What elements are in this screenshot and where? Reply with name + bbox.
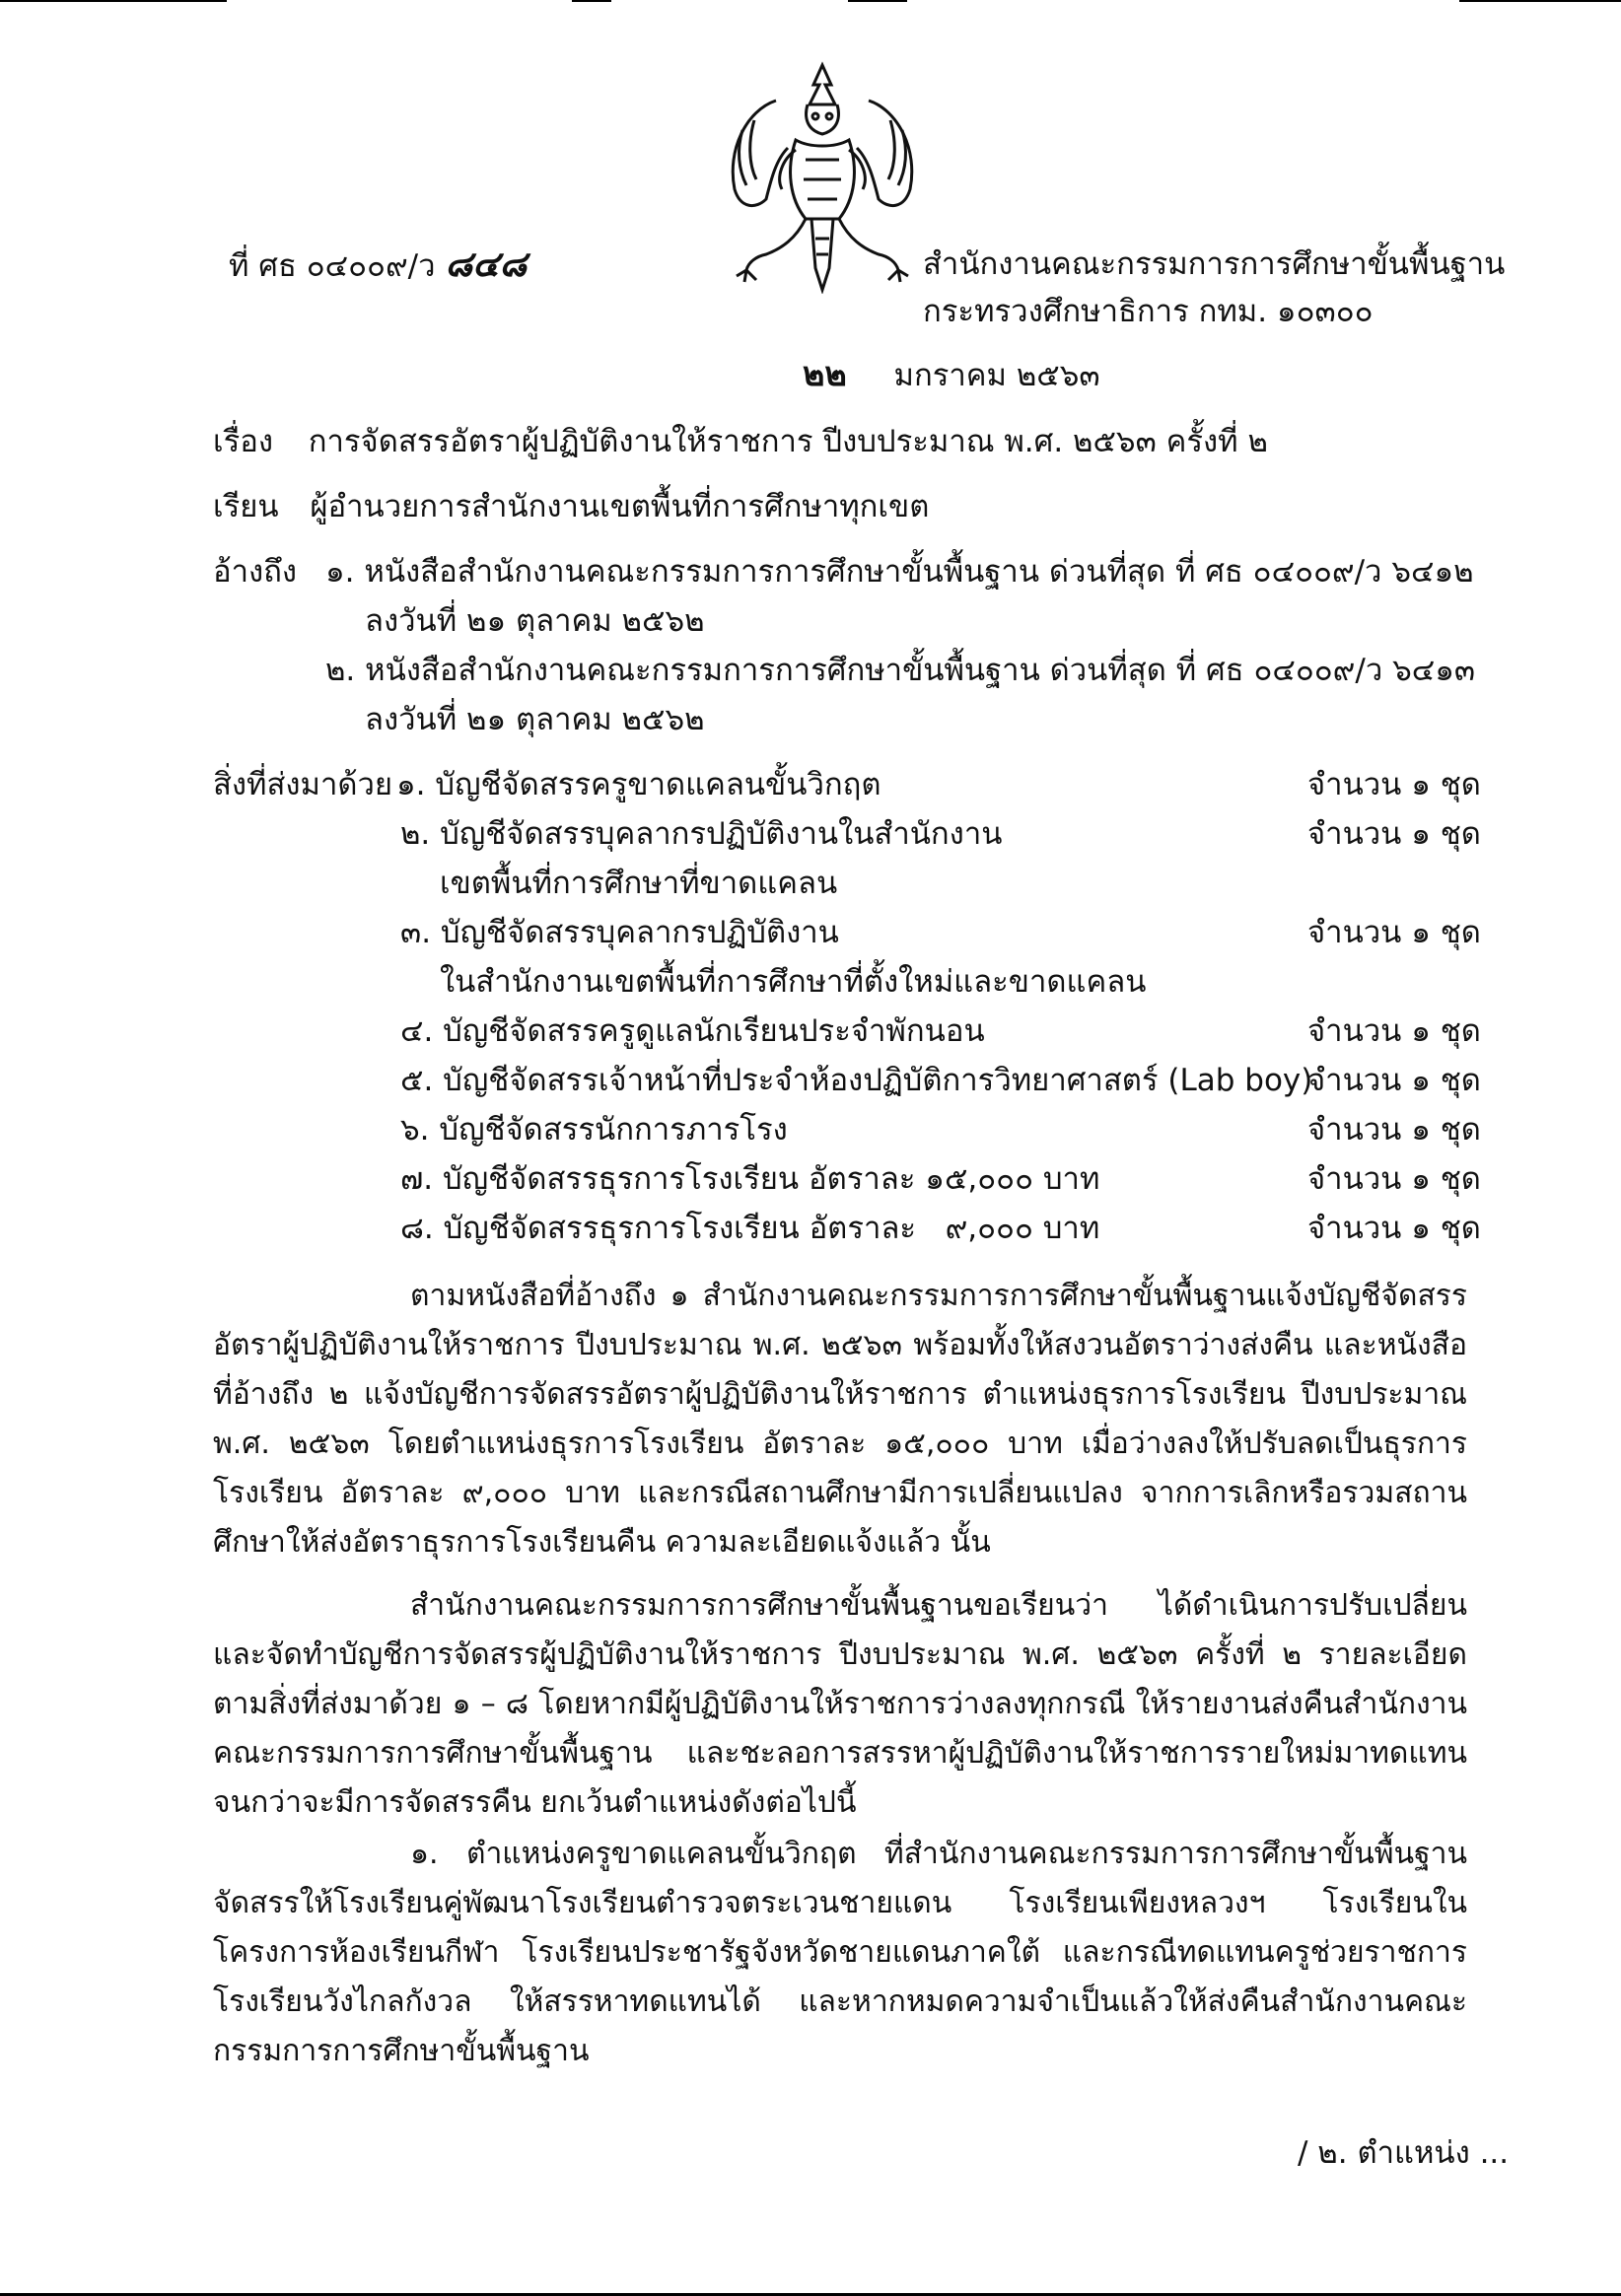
enclosure-qty-8: จำนวน ๑ ชุด [1307,1211,1481,1246]
reference-number [229,241,527,290]
enclosure-item-2-line2: เขตพื้นที่การศึกษาที่ขาดแคลน [440,866,838,901]
scan-mark [572,0,611,2]
enclosure-item-8: ๘. บัญชีจัดสรรธุรการโรงเรียน อัตราละ ๙,๐๐๐ บาท [400,1211,1100,1246]
subject-text: การจัดสรรอัตราผู้ปฏิบัติงานให้ราชการ ปีงบประมาณ พ.ศ. ๒๕๖๓ ครั้งที่ ๒ [308,424,1268,459]
document-date [803,351,1100,399]
enclosure-qty-7: จำนวน ๑ ชุด [1307,1161,1481,1197]
enclosure-qty-6: จำนวน ๑ ชุด [1307,1112,1481,1148]
reference-number-label: ที่ ศธ ๐๔๐๐๙/ว [229,248,436,284]
recipient-line [213,483,929,530]
office-address: กระทรวงศึกษาธิการ กทม. ๑๐๓๐๐ [923,294,1374,329]
date-day: ๒๒ [803,355,847,394]
enclosures-label: สิ่งที่ส่งมาด้วย [213,767,393,802]
reference-number-handwritten: ๘๔๘ [445,244,528,285]
reference-item-1-line1: ๑. หนังสือสำนักงานคณะกรรมการการศึกษาขั้นพื้นฐาน ด่วนที่สุด ที่ ศธ ๐๔๐๐๙/ว ๖๔๑๒ [325,554,1474,590]
enclosure-qty-4: จำนวน ๑ ชุด [1307,1013,1481,1049]
office-name: สำนักงานคณะกรรมการการศึกษาขั้นพื้นฐาน [923,246,1506,282]
reference-item-2-line2: ลงวันที่ ๒๑ ตุลาคม ๒๕๖๒ [365,702,705,737]
enclosure-item-4: ๔. บัญชีจัดสรรครูดูแลนักเรียนประจำพักนอน [400,1013,985,1049]
enclosure-item-2: ๒. บัญชีจัดสรรบุคลากรปฏิบัติงานในสำนักงาน [400,816,1003,852]
body-paragraph-2: สำนักงานคณะกรรมการการศึกษาขั้นพื้นฐานขอเรียนว่า ได้ดำเนินการปรับเปลี่ยนและจัดทำบัญชีการจัดสรรผู้ปฏิบัติงานให้ราชการ ปีงบประมาณ พ.ศ. ๒๕๖๓ ครั้งที่ ๒ รายละเอียดตามสิ่งที่ส่งมาด้วย ๑ – ๘ โดยหากมีผู้ปฏิบัติงานให้ราชการว่างลงทุกกรณี ให้รายงานส่งคืนสำนักงานคณะกรรมการการศึกษาขั้นพื้นฐาน และชะลอการสรรหาผู้ปฏิบัติงานให้ราชการรายใหม่มาทดแทน จนกว่าจะมีการจัดสรรคืน ยกเว้นตำแหน่งดังต่อไปนี้ [213,1588,1467,1820]
subject-label: เรื่อง [213,424,274,459]
recipient-text: ผู้อำนวยการสำนักงานเขตพื้นที่การศึกษาทุกเขต [310,489,930,524]
enclosure-item-1: ๑. บัญชีจัดสรรครูขาดแคลนขั้นวิกฤต [396,767,881,802]
recipient-label: เรียน [213,489,279,524]
garuda-emblem-icon [717,61,928,294]
enclosure-qty-3: จำนวน ๑ ชุด [1307,915,1481,950]
reference-item-2-line1: ๒. หนังสือสำนักงานคณะกรรมการการศึกษาขั้นพื้นฐาน ด่วนที่สุด ที่ ศธ ๐๔๐๐๙/ว ๖๔๑๓ [325,653,1476,688]
scan-mark [1459,0,1621,2]
reference-item-1-line2: ลงวันที่ ๒๑ ตุลาคม ๒๕๖๒ [365,603,705,639]
enclosure-item-3-line2: ในสำนักงานเขตพื้นที่การศึกษาที่ตั้งใหม่และขาดแคลน [440,964,1147,1000]
enclosure-item-5: ๕. บัญชีจัดสรรเจ้าหน้าที่ประจำห้องปฏิบัติการวิทยาศาสตร์ (Lab boy) [400,1063,1313,1098]
body-paragraph-1: ตามหนังสือที่อ้างถึง ๑ สำนักงานคณะกรรมการการศึกษาขั้นพื้นฐานแจ้งบัญชีจัดสรรอัตราผู้ปฏิบัติงานให้ราชการ ปีงบประมาณ พ.ศ. ๒๕๖๓ พร้อมทั้งให้สงวนอัตราว่างส่งคืน และหนังสือที่อ้างถึง ๒ แจ้งบัญชีการจัดสรรอัตราผู้ปฏิบัติงานให้ราชการ ตำแหน่งธุรการโรงเรียน ปีงบประมาณ พ.ศ. ๒๕๖๓ โดยตำแหน่งธุรการโรงเรียน อัตราละ ๑๕,๐๐๐ บาท เมื่อว่างลงให้ปรับลดเป็นธุรการโรงเรียน อัตราละ ๙,๐๐๐ บาท และกรณีสถานศึกษามีการเปลี่ยนแปลง จากการเลิกหรือรวมสถานศึกษาให้ส่งอัตราธุรการโรงเรียนคืน ความละเอียดแจ้งแล้ว นั้น [213,1279,1467,1560]
references-label: อ้างถึง [213,554,298,590]
body-paragraph-3: ๑. ตำแหน่งครูขาดแคลนขั้นวิกฤต ที่สำนักงานคณะกรรมการการศึกษาขั้นพื้นฐานจัดสรรให้โรงเรียนคู่พัฒนาโรงเรียนตำรวจตระเวนชายแดน โรงเรียนเพียงหลวงฯ โรงเรียนในโครงการห้องเรียนกีฬา โรงเรียนประชารัฐจังหวัดชายแดนภาคใต้ และกรณีทดแทนครูช่วยราชการโรงเรียนวังไกลกังวล ให้สรรหาทดแทนได้ และหากหมดความจำเป็นแล้วให้ส่งคืนสำนักงานคณะกรรมการการศึกษาขั้นพื้นฐาน [213,1837,1467,2068]
enclosure-qty-5: จำนวน ๑ ชุด [1307,1063,1481,1098]
enclosure-item-6: ๖. บัญชีจัดสรรนักการภารโรง [400,1112,788,1148]
continuation-note: / ๒. ตำแหน่ง ... [1298,2135,1510,2171]
scan-mark [848,0,907,2]
enclosure-qty-2: จำนวน ๑ ชุด [1307,816,1481,852]
enclosure-item-3: ๓. บัญชีจัดสรรบุคลากรปฏิบัติงาน [400,915,839,950]
enclosure-item-7: ๗. บัญชีจัดสรรธุรการโรงเรียน อัตราละ ๑๕,๐๐๐ บาท [400,1161,1100,1197]
enclosure-qty-1: จำนวน ๑ ชุด [1307,767,1481,802]
subject-line [213,418,1268,465]
date-month-year: มกราคม ๒๕๖๓ [893,358,1100,393]
scan-mark [0,0,227,2]
